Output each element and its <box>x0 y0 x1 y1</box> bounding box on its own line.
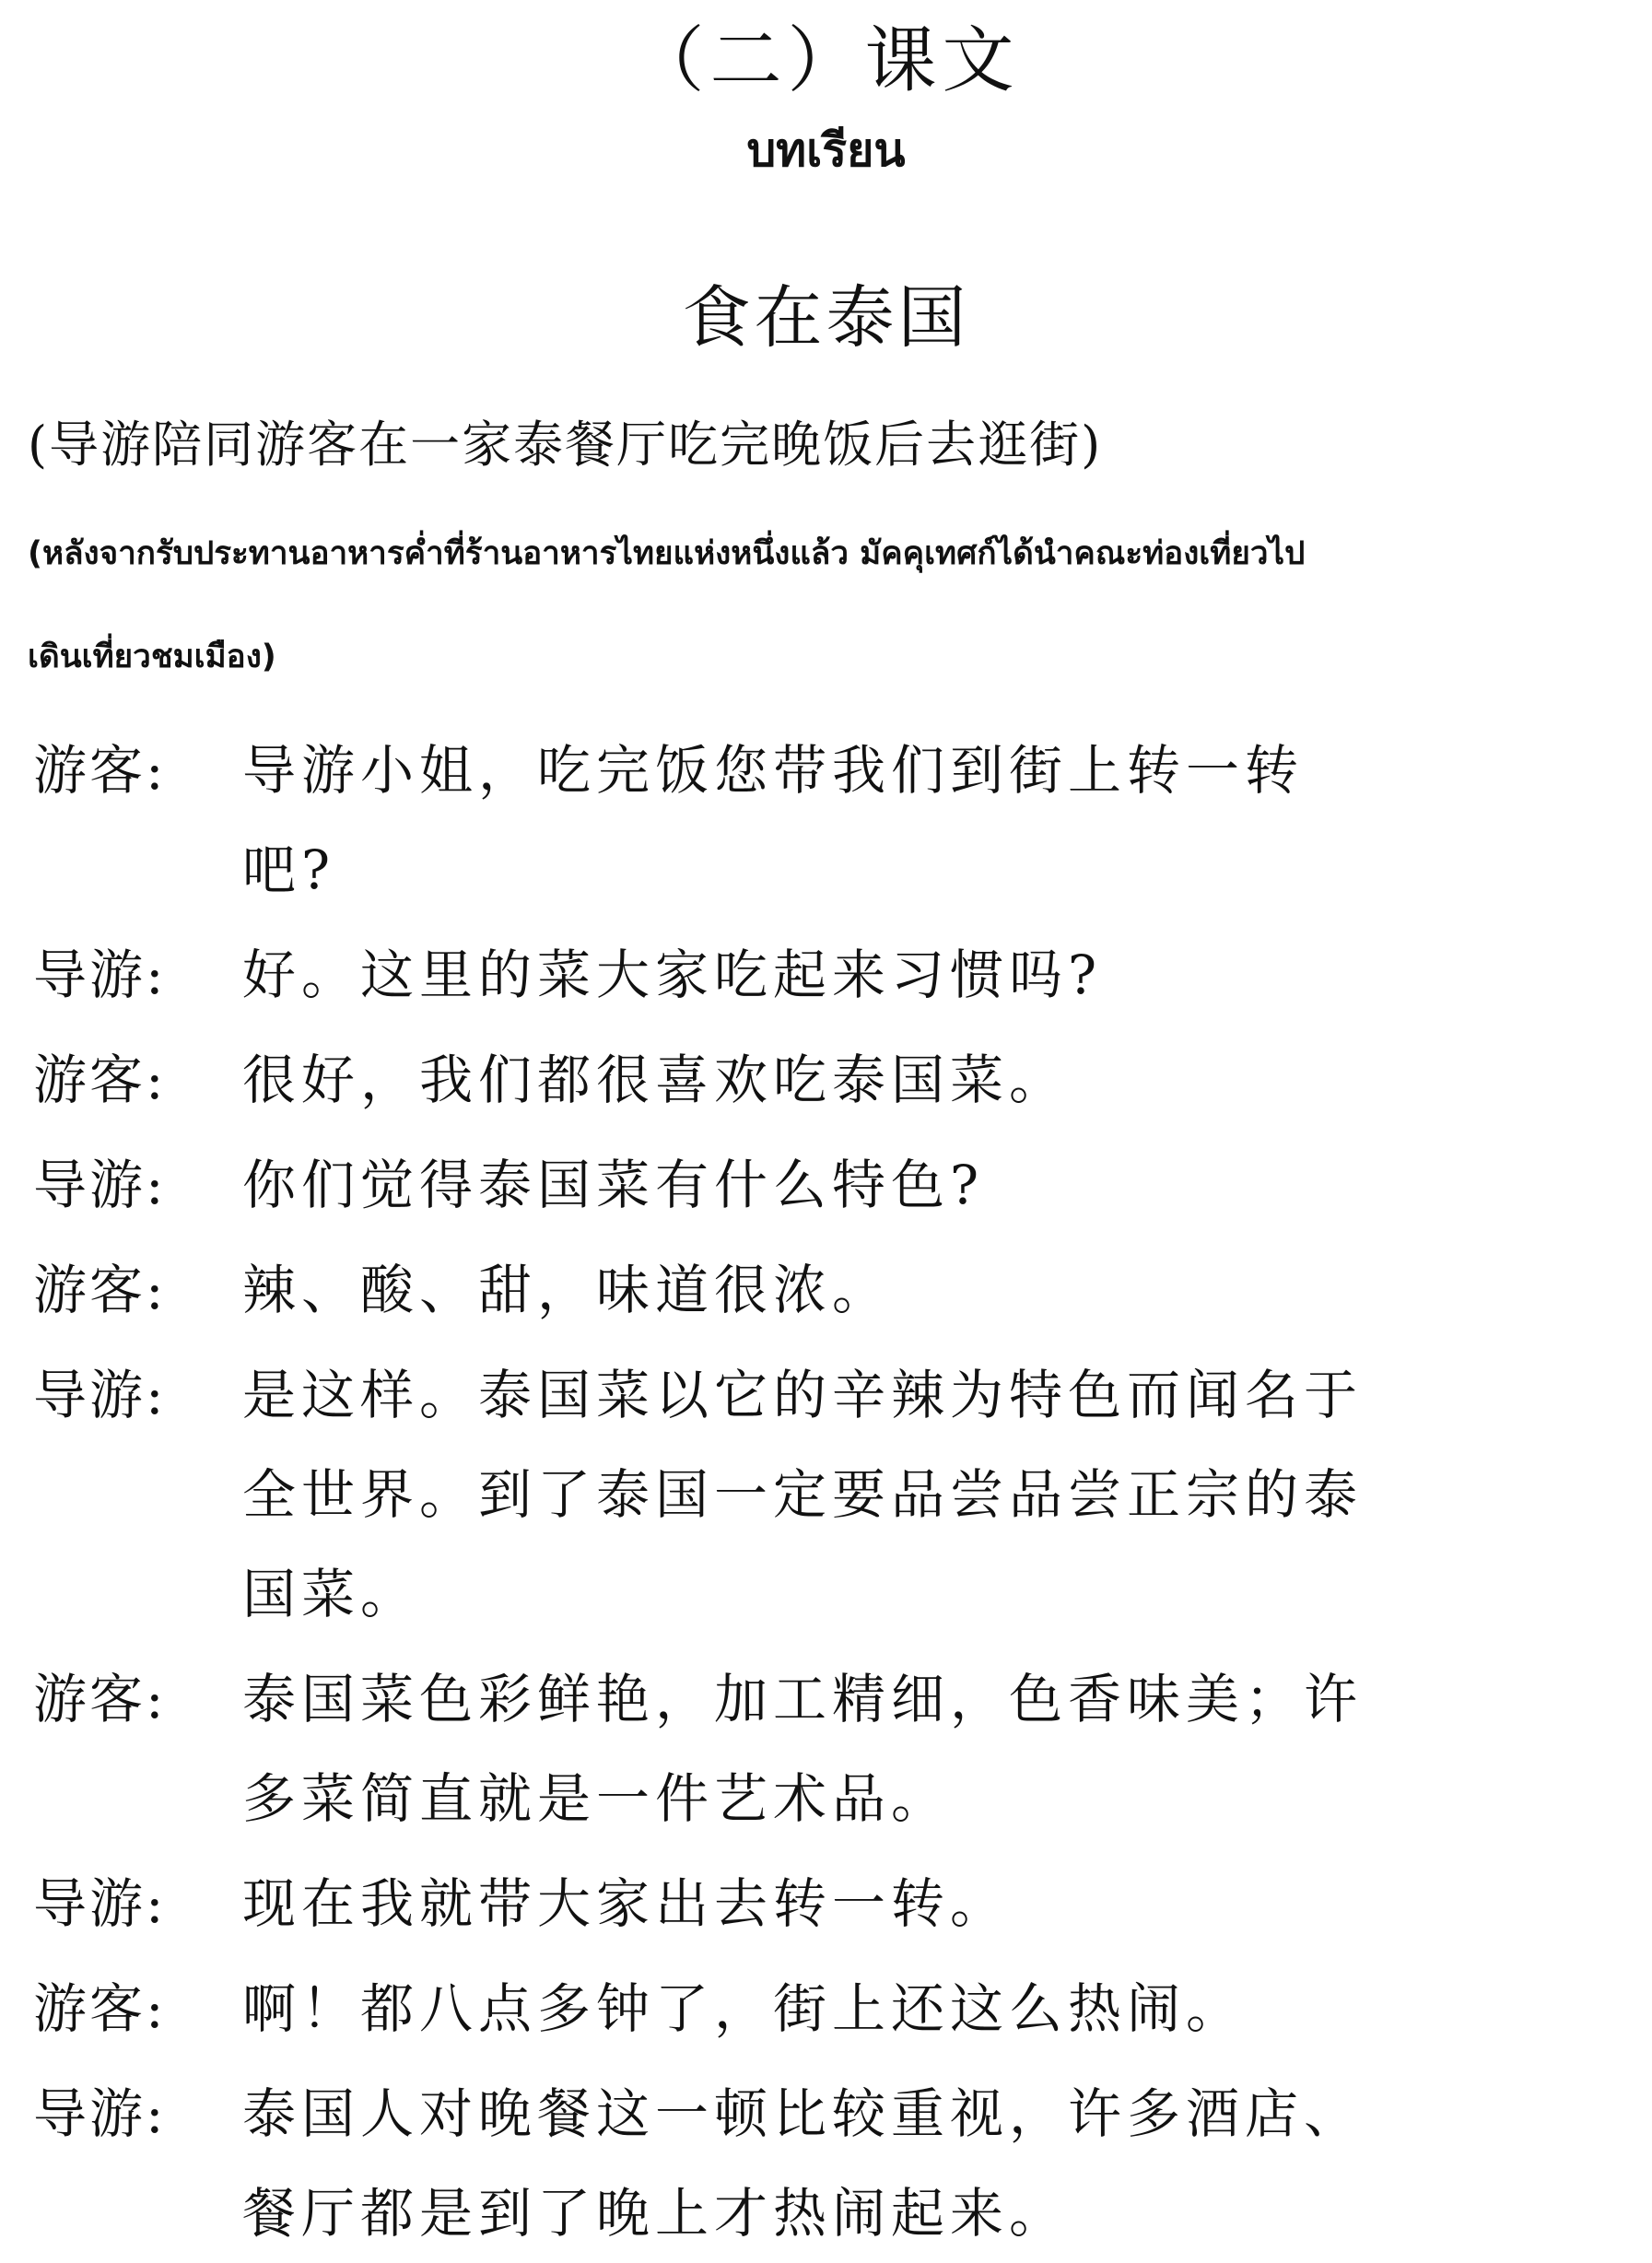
utterance <box>242 1030 1618 1130</box>
dialogue-turn <box>33 1959 1618 2058</box>
speaker-label: 导游: <box>33 2082 167 2145</box>
speaker-label: 游客: <box>33 1668 167 1730</box>
speaker-label: 导游: <box>33 1872 167 1935</box>
utterance-line: 全世界。到了泰国一定要品尝品尝正宗的泰 <box>242 1463 1364 1526</box>
utterance <box>242 1135 1618 1235</box>
utterance <box>242 925 1618 1025</box>
dialogue-turn <box>33 1854 1618 1953</box>
dialogue-turn <box>33 1240 1618 1340</box>
dialogue-turn <box>33 1649 1618 1848</box>
utterance <box>242 2064 1618 2263</box>
utterance-line: 好。这里的菜大家吃起来习惯吗? <box>242 944 1103 1006</box>
utterance-line: 国菜。 <box>242 1563 420 1625</box>
dialogue-turn <box>33 1030 1618 1130</box>
speaker-label: 游客: <box>33 1049 167 1111</box>
dialogue-turn <box>33 1135 1618 1235</box>
utterance-line: 很好，我们都很喜欢吃泰国菜。 <box>242 1049 1069 1111</box>
speaker-label: 导游: <box>33 944 167 1006</box>
utterance-line: 多菜简直就是一件艺术品。 <box>242 1767 951 1830</box>
speaker-label: 游客: <box>33 1977 167 2040</box>
utterance <box>242 1345 1618 1644</box>
utterance-line: 你们觉得泰国菜有什么特色? <box>242 1154 985 1216</box>
utterance <box>242 1240 1618 1340</box>
speaker-label: 导游: <box>33 1364 167 1426</box>
dialogue-turn <box>33 925 1618 1025</box>
utterance-line: 辣、酸、甜，味道很浓。 <box>242 1259 892 1321</box>
utterance <box>242 1854 1618 1953</box>
utterance <box>242 721 1618 920</box>
scene-description-thai-line-1: (หลังจากรับประทานอาหารค่ำที่ร้านอาหารไทยแห่งหนึ่งแล้ว มัคคุเทศก์ได้นำคณะท่องเที่ยวไป <box>28 535 1306 572</box>
speaker-label: 导游: <box>33 1154 167 1216</box>
dialogue-turn <box>33 1345 1618 1644</box>
utterance-line: 啊！都八点多钟了，街上还这么热闹。 <box>242 1977 1246 2040</box>
utterance-line: 导游小姐，吃完饭您带我们到街上转一转 <box>242 739 1305 802</box>
section-heading: （二）课文 <box>632 19 1020 102</box>
utterance-line: 泰国菜色彩鲜艳，加工精细，色香味美；许 <box>242 1668 1364 1730</box>
utterance <box>242 1959 1618 2058</box>
utterance-line: 餐厅都是到了晚上才热闹起来。 <box>242 2182 1069 2245</box>
dialogue <box>33 721 1618 2263</box>
utterance-line: 现在我就带大家出去转一转。 <box>242 1872 1010 1935</box>
scene-description-chinese: (导游陪同游客在一家泰餐厅吃完晚饭后去逛街) <box>28 416 1103 474</box>
lesson-title: 食在泰国 <box>682 278 970 358</box>
utterance <box>242 1649 1618 1848</box>
speaker-label: 游客: <box>33 739 167 802</box>
utterance-line: 是这样。泰国菜以它的辛辣为特色而闻名于 <box>242 1364 1364 1426</box>
utterance-line: 泰国人对晚餐这一顿比较重视，许多酒店、 <box>242 2082 1364 2145</box>
utterance-line: 吧? <box>242 838 336 901</box>
dialogue-turn <box>33 721 1618 920</box>
section-heading-thai: บทเรียน <box>746 123 906 177</box>
speaker-label: 游客: <box>33 1259 167 1321</box>
dialogue-turn <box>33 2064 1618 2263</box>
scene-description-thai-line-2: เดินเที่ยวชมเมือง) <box>28 639 276 675</box>
